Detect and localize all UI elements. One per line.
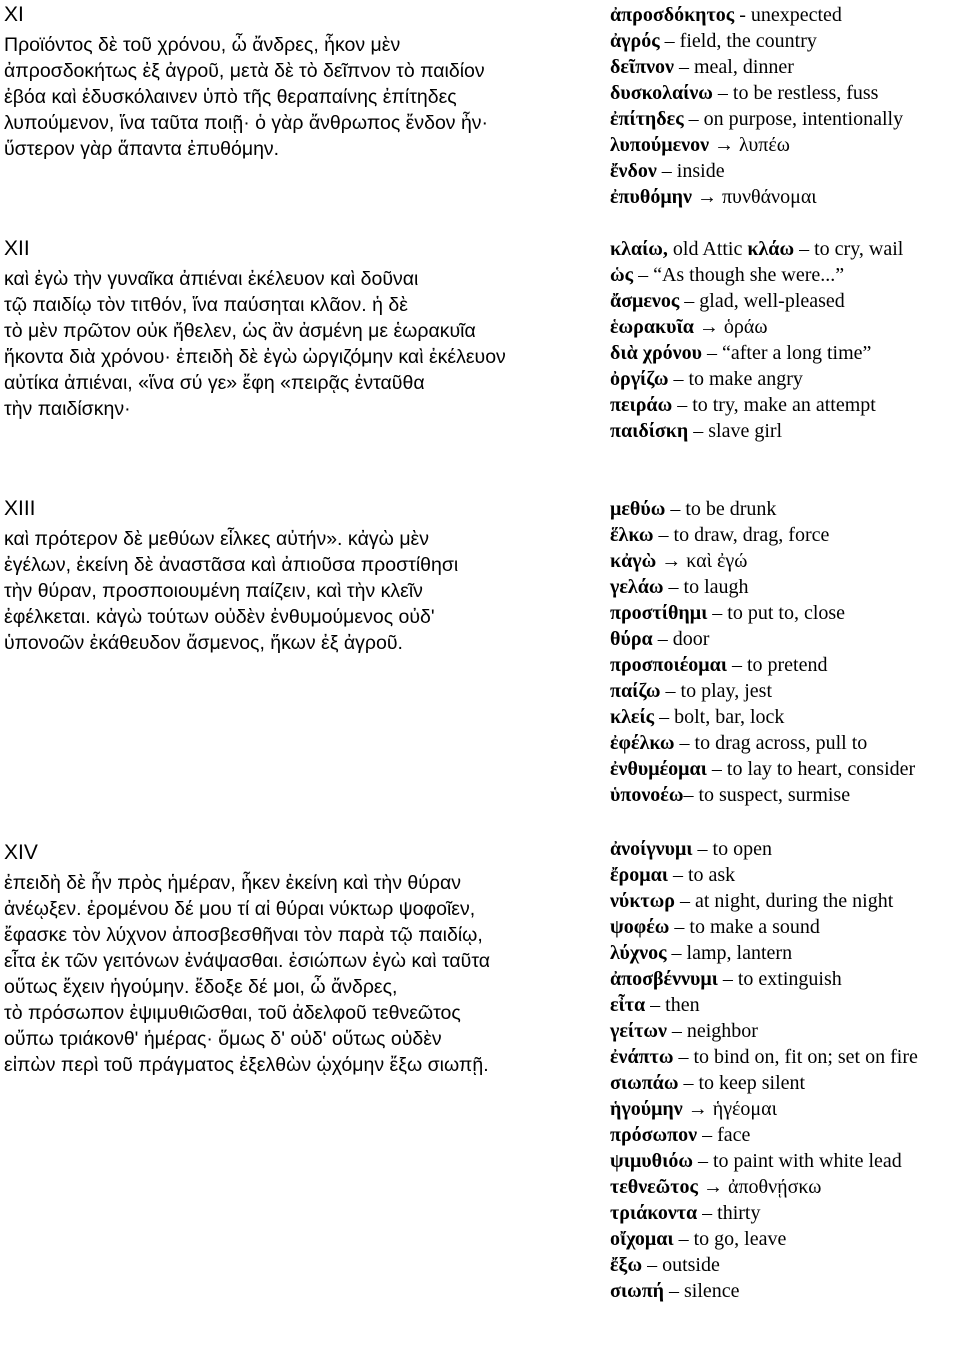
vocab-term: ἐφέλκω <box>610 732 675 754</box>
vocab-definition: – on purpose, intentionally <box>683 108 904 130</box>
vocab-definition: – to bind on, fit on; set on fire <box>673 1046 918 1068</box>
vocab-entry <box>610 704 960 730</box>
vocab-entry <box>610 548 960 574</box>
vocab-entry <box>610 1044 960 1070</box>
vocab-term: ψιμυθιόω <box>610 1150 693 1172</box>
vocab-definition: – to try, make an attempt <box>672 394 876 416</box>
vocab-term: ἑωρακυῖα <box>610 316 694 338</box>
vocab-entry <box>610 132 960 158</box>
vocab-term: παιδίσκη <box>610 420 689 442</box>
vocab-definition: – “after a long time” <box>702 342 872 364</box>
vocab-entry <box>610 1252 960 1278</box>
vocab-definition: – to draw, drag, force <box>653 524 830 546</box>
vocab-definition: – to be drunk <box>665 498 777 520</box>
vocab-definition: → ὁράω <box>693 316 768 338</box>
vocab-definition: – thirty <box>697 1202 761 1224</box>
vocab-term: γείτων <box>610 1020 667 1042</box>
greek-line: ὕστερον γὰρ ἅπαντα ἐπυθόμην. <box>4 138 280 160</box>
vocab-entry <box>610 1070 960 1096</box>
vocab-definition: – to put to, close <box>707 602 846 624</box>
vocabulary-list <box>610 236 960 444</box>
vocab-definition: – to cry, wail <box>794 238 904 260</box>
vocab-entry <box>610 1200 960 1226</box>
vocab-definition: – to extinguish <box>717 968 842 990</box>
vocab-definition: → λυπέω <box>709 134 790 156</box>
vocab-term: ὡς <box>610 264 634 286</box>
section-number: XIV <box>4 841 38 864</box>
section-number: XII <box>4 237 30 260</box>
vocab-entry <box>610 28 960 54</box>
vocab-definition: – meal, dinner <box>673 56 794 78</box>
vocab-entry <box>610 940 960 966</box>
greek-line: ἀπροσδοκήτως ἐξ ἀγροῦ, μετὰ δὲ τὸ δεῖπνον τὸ παιδίον <box>4 60 485 82</box>
greek-line: ἐβόα καὶ ἐδυσκόλαινεν ὑπὸ τῆς θεραπαίνης ἐπίτηδες <box>4 86 457 108</box>
greek-line: λυπούμενον, ἵνα ταῦτα ποιῇ· ὁ γὰρ ἄνθρωπος ἔνδον ἦν· <box>4 112 489 134</box>
greek-line: Προϊόντος δὲ τοῦ χρόνου, ὦ ἄνδρες, ἧκον μὲν <box>4 34 401 56</box>
greek-line: τὸ μὲν πρῶτον οὐκ ἤθελεν, ὡς ἂν ἀσμένη με ἑωρακυῖα <box>4 320 476 342</box>
vocab-term: ἀπροσδόκητος <box>610 4 735 26</box>
greek-passage <box>4 840 584 1078</box>
vocab-definition: → πυνθάνομαι <box>691 186 817 208</box>
vocab-definition: – to pretend <box>726 654 828 676</box>
vocab-term: ψοφέω <box>610 916 670 938</box>
vocab-term: ὑπονοέω <box>610 784 684 806</box>
vocab-entry <box>610 106 960 132</box>
greek-line: καὶ πρότερον δὲ μεθύων εἷλκες αὐτήν». κἀγὼ μὲν <box>4 528 429 550</box>
vocab-term: ἀνοίγνυμι <box>610 838 693 860</box>
vocab-definition: – to drag across, pull to <box>674 732 868 754</box>
vocab-term: ἔνδον <box>610 160 657 182</box>
greek-line: ὑπονοῶν ἐκάθευδον ἄσμενος, ἥκων ἐξ ἀγροῦ. <box>4 632 403 654</box>
vocab-entry <box>610 914 960 940</box>
greek-line: ἥκοντα διὰ χρόνου· ἐπειδὴ δὲ ἐγὼ ὠργιζόμην καὶ ἐκέλευον <box>4 346 506 368</box>
vocab-term: ἀποσβέννυμι <box>610 968 718 990</box>
vocab-definition: – then <box>645 994 700 1016</box>
vocab-term: σιωπάω <box>610 1072 679 1094</box>
greek-passage <box>4 236 584 422</box>
vocab-entry <box>610 340 960 366</box>
vocab-entry <box>610 836 960 862</box>
vocab-entry <box>610 2 960 28</box>
vocab-term: θύρα <box>610 628 653 650</box>
vocab-entry <box>610 54 960 80</box>
vocab-entry <box>610 992 960 1018</box>
vocab-term: προστίθημι <box>610 602 708 624</box>
vocab-definition: – at night, during the night <box>674 890 894 912</box>
greek-passage <box>4 496 584 656</box>
vocab-definition: → ἡγέομαι <box>682 1098 778 1120</box>
vocab-term: σιωπή <box>610 1280 665 1302</box>
vocab-definition: – to paint with white lead <box>692 1150 902 1172</box>
vocabulary-list <box>610 2 960 210</box>
vocab-term: ἐνθυμέομαι <box>610 758 707 780</box>
greek-line: ἀνέῳξεν. ἐρομένου δέ μου τί αἱ θύραι νύκτωρ ψοφοῖεν, <box>4 898 476 920</box>
greek-line: ἐφέλκεται. κἀγὼ τούτων οὐδὲν ἐνθυμούμενος οὐδ' <box>4 606 435 628</box>
vocab-definition: – field, the country <box>659 30 817 52</box>
vocab-definition: – lamp, lantern <box>666 942 793 964</box>
vocab-term: διὰ χρόνου <box>610 342 703 364</box>
vocab-term: μεθύω <box>610 498 666 520</box>
vocab-term: κλαίω, <box>610 238 668 260</box>
vocab-term: νύκτωρ <box>610 890 675 912</box>
vocab-definition: - unexpected <box>734 4 842 26</box>
vocab-definition: – to lay to heart, consider <box>706 758 916 780</box>
vocab-definition: – glad, well-pleased <box>679 290 845 312</box>
vocab-term: κλάω <box>747 238 795 260</box>
vocab-entry <box>610 1096 960 1122</box>
vocab-term: ἀγρός <box>610 30 660 52</box>
vocab-term: ἡγούμην <box>610 1098 683 1120</box>
vocab-entry <box>610 418 960 444</box>
vocab-term: ἐπυθόμην <box>610 186 692 208</box>
vocab-term: ἄσμενος <box>610 290 680 312</box>
vocab-entry <box>610 1226 960 1252</box>
vocab-term: ὀργίζω <box>610 368 669 390</box>
vocab-definition: – bolt, bar, lock <box>654 706 785 728</box>
vocab-term: οἴχομαι <box>610 1228 674 1250</box>
vocabulary-list <box>610 836 960 1304</box>
greek-line: ἐπειδὴ δὲ ἦν πρὸς ἡμέραν, ἧκεν ἐκείνη καὶ τὴν θύραν <box>4 872 462 894</box>
vocab-entry <box>610 80 960 106</box>
vocab-entry <box>610 782 960 808</box>
greek-line: ἔφασκε τὸν λύχνον ἀποσβεσθῆναι τὸν παρὰ τῷ παιδίῳ, <box>4 924 483 946</box>
vocab-entry <box>610 366 960 392</box>
vocab-term: τεθνεῶτος <box>610 1176 698 1198</box>
greek-line: καὶ ἐγὼ τὴν γυναῖκα ἀπιέναι ἐκέλευον καὶ δοῦναι <box>4 268 419 290</box>
vocab-entry <box>610 1122 960 1148</box>
vocab-entry <box>610 652 960 678</box>
vocab-term: ἐπίτηδες <box>610 108 684 130</box>
vocab-entry <box>610 888 960 914</box>
vocab-definition: – “As though she were...” <box>633 264 845 286</box>
vocab-definition: – outside <box>642 1254 720 1276</box>
vocab-term: ἔρομαι <box>610 864 668 886</box>
vocab-term: ἕλκω <box>610 524 654 546</box>
vocab-definition: – slave girl <box>688 420 783 442</box>
vocab-definition: – to suspect, surmise <box>683 784 851 806</box>
vocab-entry <box>610 730 960 756</box>
vocab-entry <box>610 600 960 626</box>
vocab-entry <box>610 626 960 652</box>
greek-passage <box>4 2 584 162</box>
vocab-term: εἶτα <box>610 994 646 1016</box>
vocab-term: δεῖπνον <box>610 56 674 78</box>
vocab-definition: – neighbor <box>666 1020 758 1042</box>
vocab-entry <box>610 574 960 600</box>
vocab-definition: – to make a sound <box>669 916 820 938</box>
vocab-definition: old Attic <box>667 238 748 260</box>
vocab-entry <box>610 522 960 548</box>
vocab-definition: – to play, jest <box>660 680 772 702</box>
vocab-entry <box>610 1018 960 1044</box>
vocab-entry <box>610 262 960 288</box>
vocabulary-list <box>610 496 960 808</box>
greek-line: τὴν παιδίσκην· <box>4 398 131 420</box>
vocab-definition: – to open <box>692 838 772 860</box>
vocab-definition: – to ask <box>667 864 736 886</box>
greek-line: εἶτα ἐκ τῶν γειτόνων ἐνάψασθαι. ἐσιώπων ἐγὼ καὶ ταῦτα <box>4 950 491 972</box>
vocab-entry <box>610 236 960 262</box>
vocab-entry <box>610 966 960 992</box>
greek-line: τῷ παιδίῳ τὸν τιτθόν, ἵνα παύσηται κλᾶον. ἡ δὲ <box>4 294 408 316</box>
vocab-entry <box>610 392 960 418</box>
greek-line: ἐγέλων, ἐκείνη δὲ ἀναστᾶσα καὶ ἀπιοῦσα προστίθησι <box>4 554 459 576</box>
greek-line: τὸ πρόσωπον ἐψιμυθιῶσθαι, τοῦ ἀδελφοῦ τεθνεῶτος <box>4 1002 461 1024</box>
greek-line: τὴν θύραν, προσποιουμένη παίζειν, καὶ τὴν κλεῖν <box>4 580 423 602</box>
greek-line: εἰπὼν περὶ τοῦ πράγματος ἐξελθὼν ᾡχόμην ἔξω σιωπῇ. <box>4 1054 489 1076</box>
vocab-definition: → καὶ ἐγώ <box>656 550 748 572</box>
vocab-definition: – to keep silent <box>678 1072 806 1094</box>
vocab-term: δυσκολαίνω <box>610 82 713 104</box>
vocab-term: παίζω <box>610 680 661 702</box>
vocab-entry <box>610 496 960 522</box>
vocab-term: ἐνάπτω <box>610 1046 674 1068</box>
vocab-definition: – to be restless, fuss <box>712 82 879 104</box>
vocab-entry <box>610 314 960 340</box>
vocab-entry <box>610 678 960 704</box>
vocab-term: ἔξω <box>610 1254 643 1276</box>
section-number: XIII <box>4 497 36 520</box>
vocab-definition: – inside <box>656 160 725 182</box>
vocab-term: κἀγὼ <box>610 550 657 572</box>
vocab-term: τριάκοντα <box>610 1202 698 1224</box>
vocab-entry <box>610 1278 960 1304</box>
vocab-definition: → ἀποθνῄσκω <box>697 1176 822 1198</box>
vocab-entry <box>610 756 960 782</box>
vocab-entry <box>610 184 960 210</box>
greek-line: οὔπω τριάκονθ' ἡμέρας· ὅμως δ' οὐδ' οὕτως οὐδὲν <box>4 1028 442 1050</box>
vocab-term: πειράω <box>610 394 673 416</box>
vocab-term: κλείς <box>610 706 655 728</box>
vocab-term: προσποιέομαι <box>610 654 727 676</box>
vocab-definition: – to go, leave <box>673 1228 787 1250</box>
vocab-term: λυπούμενον <box>610 134 710 156</box>
vocab-definition: – silence <box>664 1280 740 1302</box>
vocab-entry <box>610 1174 960 1200</box>
vocab-definition: – door <box>652 628 710 650</box>
vocab-definition: – to laugh <box>663 576 749 598</box>
greek-line: αὐτίκα ἀπιέναι, «ἵνα σύ γε» ἔφη «πειρᾷς ἐνταῦθα <box>4 372 425 394</box>
vocab-definition: – face <box>697 1124 751 1146</box>
vocab-term: πρόσωπον <box>610 1124 698 1146</box>
section-number: XI <box>4 3 24 26</box>
vocab-entry <box>610 862 960 888</box>
vocab-entry <box>610 158 960 184</box>
greek-line: οὕτως ἔχειν ἡγούμην. ἔδοξε δέ μοι, ὦ ἄνδρες, <box>4 976 398 998</box>
vocab-term: λύχνος <box>610 942 667 964</box>
vocab-term: γελάω <box>610 576 664 598</box>
vocab-entry <box>610 1148 960 1174</box>
vocab-definition: – to make angry <box>668 368 803 390</box>
vocab-entry <box>610 288 960 314</box>
